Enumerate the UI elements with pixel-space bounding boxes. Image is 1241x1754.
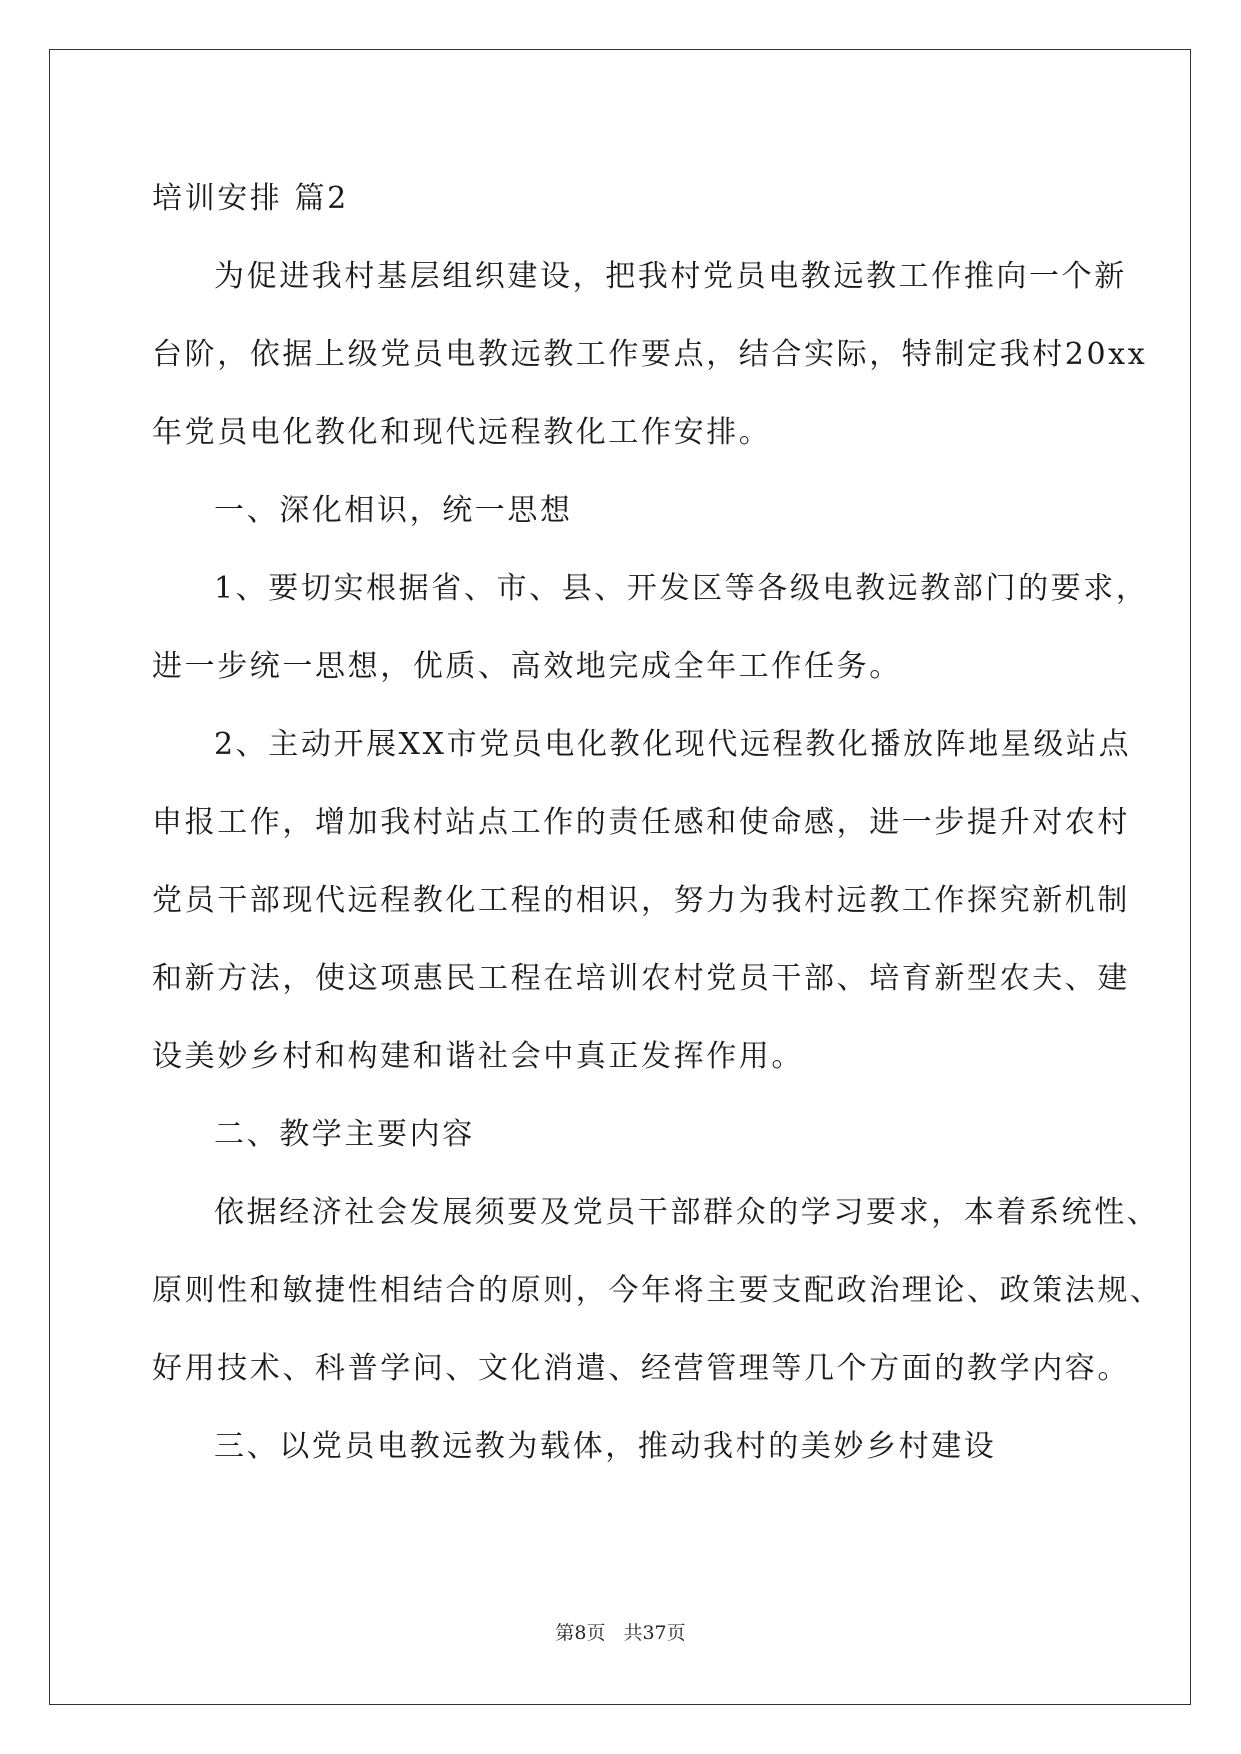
doc-line: 进一步统一思想，优质、高效地完成全年工作任务。 <box>152 649 902 684</box>
doc-line: 培训安排 篇2 <box>152 181 349 216</box>
doc-line: 1、要切实根据省、市、县、开发区等各级电教远教部门的要求， <box>214 571 1149 606</box>
document-body <box>152 160 1163 1486</box>
doc-line: 好用技术、科普学问、文化消遣、经营管理等几个方面的教学内容。 <box>152 1351 1130 1386</box>
doc-line: 和新方法，使这项惠民工程在培训农村党员干部、培育新型农夫、建 <box>152 961 1130 996</box>
doc-line: 一、深化相识，统一思想 <box>214 493 573 528</box>
doc-line: 原则性和敏捷性相结合的原则，今年将主要支配政治理论、政策法规、 <box>152 1273 1163 1308</box>
doc-line: 二、教学主要内容 <box>214 1117 475 1152</box>
page-number: 第8页 <box>555 1622 606 1644</box>
doc-line: 年党员电化教化和现代远程教化工作安排。 <box>152 415 772 450</box>
doc-line: 申报工作，增加我村站点工作的责任感和使命感，进一步提升对农村 <box>152 805 1130 840</box>
page-footer <box>0 1618 1241 1645</box>
doc-line: 三、以党员电教远教为载体，推动我村的美妙乡村建设 <box>214 1429 997 1464</box>
doc-line: 依据经济社会发展须要及党员干部群众的学习要求，本着系统性、 <box>214 1195 1160 1230</box>
doc-line: 2、主动开展XX市党员电化教化现代远程教化播放阵地星级站点 <box>214 727 1132 762</box>
doc-line: 台阶，依据上级党员电教远教工作要点，结合实际，特制定我村20xx <box>152 337 1148 372</box>
doc-line: 为促进我村基层组织建设，把我村党员电教远教工作推向一个新 <box>214 259 1127 294</box>
doc-line: 设美妙乡村和构建和谐社会中真正发挥作用。 <box>152 1039 804 1074</box>
doc-line: 党员干部现代远程教化工程的相识，努力为我村远教工作探究新机制 <box>152 883 1130 918</box>
page-total: 共37页 <box>623 1622 686 1644</box>
